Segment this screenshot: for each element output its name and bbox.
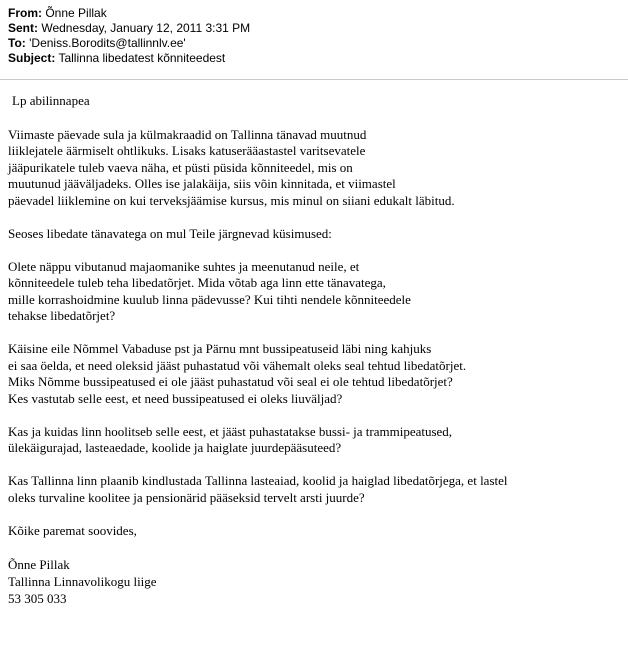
body-line: mille korrashoidmine kuulub linna pädevusse? Kui tihti nendele kõnniteedele [8,291,411,307]
to-value[interactable]: 'Deniss.Borodits@tallinnlv.ee' [29,36,186,50]
signature-title: Tallinna Linnavolikogu liige [8,573,157,589]
body-line: Olete näppu vibutanud majaomanike suhtes ja meenutanud neile, et [8,258,360,274]
from-value[interactable]: Õnne Pillak [45,6,107,20]
body-line: Kas Tallinna linn plaanib kindlustada Tallinna lasteaiad, koolid ja haiglad libedatõrjega, et lastel [8,473,508,488]
paragraph-question-1 [8,259,620,325]
sent-row [8,21,620,36]
body-line: Kas ja kuidas linn hoolitseb selle eest, et jääst puhastatakse bussi- ja trammipeatused, [8,423,453,439]
subject-label: Subject: [8,51,56,65]
body-line: Käisine eile Nõmmel Vabaduse pst ja Pärnu mnt bussipeatuseid läbi ning kahjuks [8,341,432,356]
to-label: To: [8,36,26,50]
from-label: From: [8,6,42,20]
subject-row [8,51,620,66]
body-line: Miks Nõmme bussipeatused ei ole jääst puhastatud või seal ei ole tehtud libedatõrjet? [8,374,453,389]
subject-value: Tallinna libedatest kõnniteedest [58,51,226,65]
header-divider [0,79,628,80]
body-line: tehakse libedatõrjet? [8,308,116,323]
paragraph-questions-intro [8,226,620,243]
email-body [8,93,620,607]
signature [8,556,620,607]
closing [8,523,620,540]
paragraph-question-4 [8,473,620,506]
from-row [8,6,620,21]
body-line: Seoses libedate tänavatega on mul Teile järgnevad küsimused: [8,225,332,241]
greeting: Lp abilinnapea [12,93,90,108]
body-line: Kõike paremat soovides, [8,522,137,538]
body-line: oleks turvaline koolitee ja pensionärid pääseksid tervelt arsti juurde? [8,489,365,505]
to-row [8,36,620,51]
body-line: päevadel liiklemine on kui terveksjäämise kursus, mis minul on siiani edukalt läbitud. [8,192,455,208]
body-line: kõnniteedele tuleb teha libedatõrjet. Mida võtab aga linn ette tänavatega, [8,275,386,290]
sent-value: Wednesday, January 12, 2011 3:31 PM [41,21,251,35]
sent-label: Sent: [8,21,38,35]
body-line: Kes vastutab selle eest, et need bussipeatused ei oleks liuväljad? [8,390,343,406]
paragraph-question-3 [8,424,620,457]
body-line: Viimaste päevade sula ja külmakraadid on Tallinna tänavad muutnud [8,126,367,142]
body-line: liiklejatele äärmiselt ohtlikuks. Lisaks katuserääastastel varitsevatele [8,143,366,158]
paragraph-question-2 [8,341,620,407]
body-line: jääpurikatele tuleb vaeva näha, et püsti püsida kõnniteedel, mis on [8,159,353,175]
body-line: ülekäigurajad, lasteaedade, koolide ja haiglate juurdepääsuteed? [8,440,342,455]
paragraph-intro [8,127,620,210]
body-line: ei saa öelda, et need oleksid jääst puhastatud või vähemalt oleks seal tehtud libedatõrjet. [8,357,467,373]
signature-phone: 53 305 033 [8,590,67,606]
email-header [8,6,620,66]
body-line: muutunud jääväljadeks. Olles ise jalakäija, siis võin kinnitada, et viimastel [8,176,396,191]
signature-name: Õnne Pillak [8,556,70,572]
